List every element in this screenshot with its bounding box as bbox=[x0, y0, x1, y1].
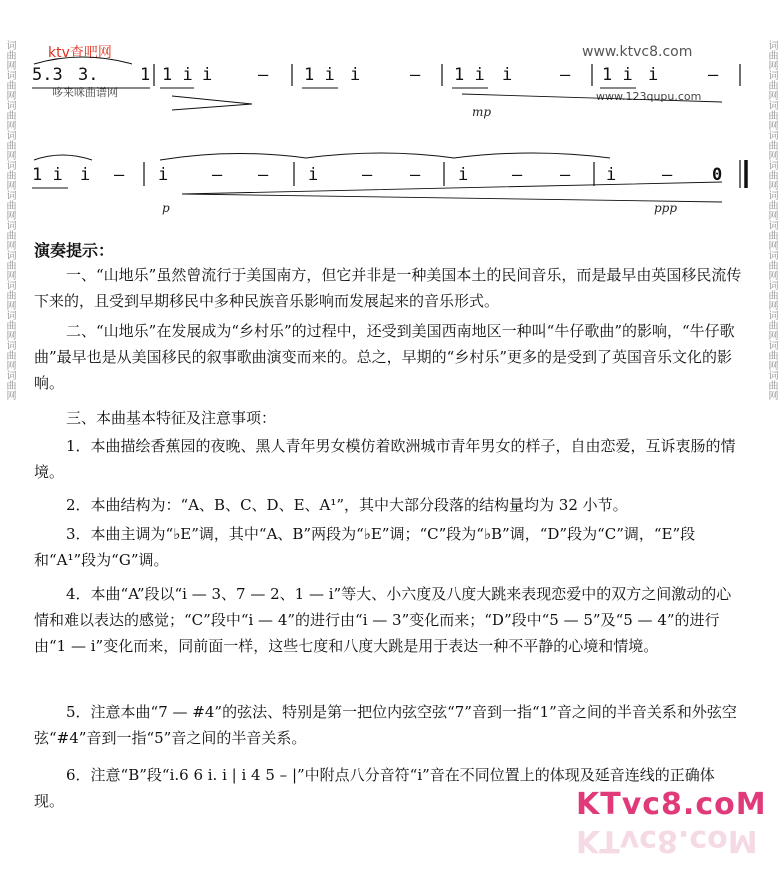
score-note: i bbox=[350, 65, 361, 85]
site-watermark-small-right: www.123qupu.com bbox=[596, 90, 702, 103]
hairpin-line bbox=[462, 94, 722, 102]
score-note: 3. bbox=[78, 65, 99, 85]
site-watermark-small-left: 哆来咪曲谱网 bbox=[52, 86, 118, 99]
paragraph-2: 二、“山地乐”在发展成为“乡村乐”的过程中，还受到美国西南地区一种叫“牛仔歌曲”的影响，“牛仔歌曲”最早也是从美国移民的叙事歌曲演变而来的。总之，早期的“乡村乐”更多的是受到了英国音乐文化的影响。 bbox=[34, 322, 735, 392]
section-title: 演奏提示： bbox=[34, 241, 115, 260]
score-note: – bbox=[258, 65, 269, 85]
score-note: – bbox=[560, 65, 571, 85]
score-note: i bbox=[158, 165, 169, 185]
paragraph-1: 一、“山地乐”虽然曾流行于美国南方，但它并非是一种美国本土的民间音乐，而是最早由英国移民流传下来的，且受到早期移民中多种民族音乐影响而发展起来的音乐形式。 bbox=[34, 266, 742, 310]
paragraph-8: 5．注意本曲“7 — #4”的弦法、特别是第一把位内弦空弦“7”音到一指“1”音之间的半音关系和外弦空弦“#4”音到一指“5”音之间的半音关系。 bbox=[34, 703, 737, 747]
score-note: 1 i bbox=[162, 65, 193, 85]
score-note: 1 i bbox=[304, 65, 335, 85]
side-watermark-left: 词曲网词曲网词曲网词曲网词曲网词曲网词曲网词曲网词曲网词曲网词曲网词曲网 bbox=[4, 40, 15, 400]
paragraph-5: 2．本曲结构为：“A、B、C、D、E、A¹”，其中大部分段落的结构量均为 32 小节。 bbox=[66, 496, 628, 514]
score-note: i bbox=[648, 65, 659, 85]
score-note: i bbox=[80, 165, 91, 185]
score-row-1 bbox=[32, 57, 740, 119]
score-note: – bbox=[560, 165, 571, 185]
score-row-2 bbox=[32, 153, 746, 215]
tie-arcs bbox=[160, 153, 610, 160]
decrescendo-hairpin bbox=[172, 96, 252, 110]
score-note: – bbox=[662, 165, 673, 185]
score-note: i bbox=[202, 65, 213, 85]
paragraph-6: 3．本曲主调为“♭E”调，其中“A、B”两段为“♭E”调；“C”段为“♭B”调，“D”段为“C”调，“E”段和“A¹”段为“G”调。 bbox=[34, 525, 696, 569]
ktvc8-logo: KTvc8.coM bbox=[576, 787, 767, 822]
dynamic-mark: p bbox=[162, 201, 170, 215]
score-note: i bbox=[308, 165, 319, 185]
music-score bbox=[22, 56, 762, 216]
score-note: – bbox=[362, 165, 373, 185]
site-watermark-red: ktv查吧网 bbox=[48, 45, 112, 61]
tie-arc bbox=[34, 57, 132, 64]
score-note: i bbox=[458, 165, 469, 185]
score-note: – bbox=[512, 165, 523, 185]
diminuendo-hairpin bbox=[182, 182, 722, 202]
score-note: – bbox=[212, 165, 223, 185]
score-svg bbox=[22, 56, 762, 216]
side-watermark-right: 词曲网词曲网词曲网词曲网词曲网词曲网词曲网词曲网词曲网词曲网词曲网词曲网 bbox=[766, 40, 777, 400]
tie-arc bbox=[34, 155, 92, 160]
score-note: 1 i bbox=[602, 65, 633, 85]
score-note: i bbox=[502, 65, 513, 85]
score-note: – bbox=[258, 165, 269, 185]
score-note: – bbox=[708, 65, 719, 85]
score-note: – bbox=[114, 165, 125, 185]
dynamic-mark: ppp bbox=[654, 201, 678, 215]
score-note: 5.3 bbox=[32, 65, 63, 85]
score-note: i bbox=[606, 165, 617, 185]
paragraph-7: 4．本曲“A”段以“i — 3、7 — 2、1 — i”等大、小六度及八度大跳来表现恋爱中的双方之间激动的心情和难以表达的感觉；“C”段中“i — 4”的进行由“i — 3”变化而来；“D”段中“5 — 5”及“5 — 4”的进行由“1 — i”变化而来，同前面一样，这些七度和八度大跳是用于表达一种不平静的心境和情境。 bbox=[34, 585, 732, 655]
score-note: 1 bbox=[140, 65, 151, 85]
ktvc8-logo-reflection: KTvc8.coM bbox=[576, 823, 758, 858]
score-note: 1 i bbox=[454, 65, 485, 85]
dynamic-mark: mp bbox=[472, 105, 492, 119]
score-note: – bbox=[410, 165, 421, 185]
paragraph-3: 三、本曲基本特征及注意事项： bbox=[66, 409, 277, 427]
score-note: 1 i bbox=[32, 165, 63, 185]
score-note: – bbox=[410, 65, 421, 85]
score-note: 0 bbox=[712, 165, 723, 185]
paragraph-4: 1．本曲描绘香蕉园的夜晚、黑人青年男女模仿着欧洲城市青年男女的样子，自由恋爱，互诉衷肠的情境。 bbox=[34, 437, 736, 481]
site-watermark-url: www.ktvc8.com bbox=[582, 44, 693, 60]
paragraph-9: 6．注意“B”段“i.6 6 i. i | i 4 5 – |”中附点八分音符“i”音在不同位置上的体现及延音连线的正确体现。 bbox=[34, 766, 715, 810]
